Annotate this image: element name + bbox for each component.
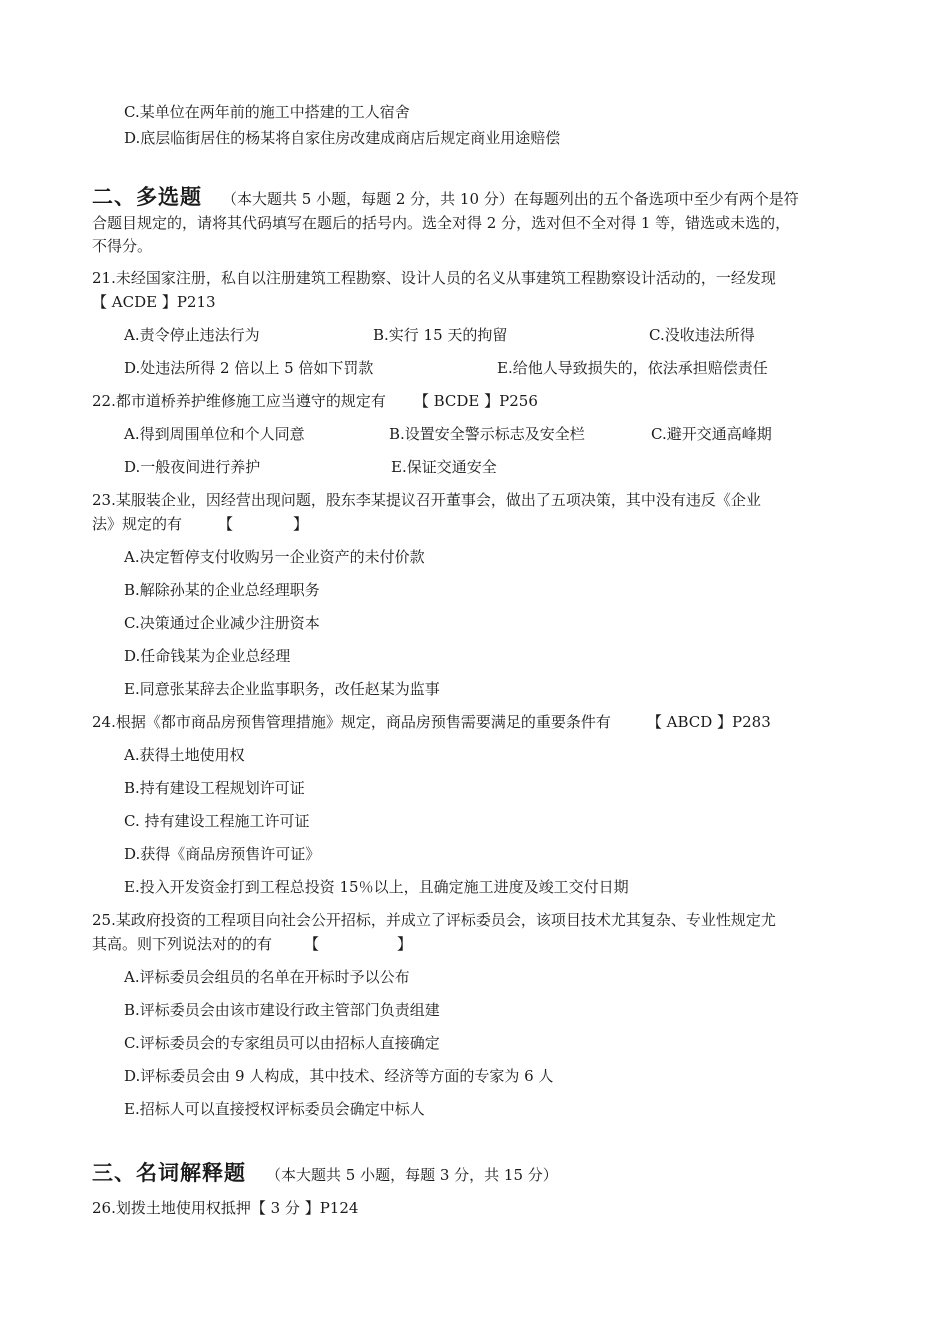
section-note-line: 合题目规定的，请将其代码填写在题后的括号内。选全对得 2 分，选对但不全对得 1 等，错选或未选的， <box>92 214 791 232</box>
bracket-close: 】 <box>397 935 413 953</box>
question-stem <box>92 712 771 732</box>
option-c: C.评标委员会的专家组员可以由招标人直接确定 <box>124 1034 440 1052</box>
option-a: A.得到周围单位和个人同意 <box>124 425 305 443</box>
question-answer: 【 BCDE 】P256 <box>413 392 538 410</box>
question-stem: 23.某服装企业，因经营出现问题，股东李某提议召开董事会，做出了五项决策，其中没有违反《企业 <box>92 491 761 509</box>
option-e: E.保证交通安全 <box>391 458 497 476</box>
question-stem: 25.某政府投资的工程项目向社会公开招标，并成立了评标委员会，该项目技术尤其复杂、专业性规定尤 <box>92 911 776 929</box>
option-a: A.决定暂停支付收购另一企业资产的未付价款 <box>124 548 425 566</box>
option-c: C.某单位在两年前的施工中搭建的工人宿舍 <box>124 103 410 121</box>
option-d: D.底层临街居住的杨某将自家住房改建成商店后规定商业用途赔偿 <box>124 129 561 147</box>
question-answer: 【 ABCD 】P283 <box>646 713 771 731</box>
option-a: A.获得土地使用权 <box>124 746 245 764</box>
option-e: E.同意张某辞去企业监事职务，改任赵某为监事 <box>124 680 440 698</box>
option-b: B.解除孙某的企业总经理职务 <box>124 581 320 599</box>
option-b: B.持有建设工程规划许可证 <box>124 779 305 797</box>
question-stem: 26.划拨土地使用权抵押【 3 分 】P124 <box>92 1199 359 1217</box>
option-e: E.招标人可以直接授权评标委员会确定中标人 <box>124 1100 425 1118</box>
section-heading-term-explanation <box>92 1160 558 1188</box>
option-c: C.没收违法所得 <box>649 326 755 344</box>
question-answer: 【 ACDE 】P213 <box>92 293 216 311</box>
option-b: B.实行 15 天的拘留 <box>373 326 508 344</box>
option-a: A.责令停止违法行为 <box>124 326 260 344</box>
question-stem: 21.未经国家注册，私自以注册建筑工程勘察、设计人员的名义从事建筑工程勘察设计活动的，一经发现 <box>92 269 776 287</box>
section-note: （本大题共 5 小题，每题 3 分，共 15 分） <box>266 1166 558 1184</box>
option-e: E.投入开发资金打到工程总投资 15％以上，且确定施工进度及竣工交付日期 <box>124 878 629 896</box>
section-note-line: 不得分。 <box>92 237 153 255</box>
option-d: D.处违法所得 2 倍以上 5 倍如下罚款 <box>124 359 374 377</box>
option-d: D.任命钱某为企业总经理 <box>124 647 291 665</box>
option-c: C.决策通过企业减少注册资本 <box>124 614 320 632</box>
option-b: B.评标委员会由该市建设行政主管部门负责组建 <box>124 1001 440 1019</box>
option-d: D.评标委员会由 9 人构成，其中技术、经济等方面的专家为 6 人 <box>124 1067 554 1085</box>
question-stem-text: 24.根据《都市商品房预售管理措施》规定，商品房预售需要满足的重要条件有 <box>92 713 611 731</box>
option-d: D.获得《商品房预售许可证》 <box>124 845 321 863</box>
section-title: 二、多选题 <box>92 184 202 209</box>
bracket-close: 】 <box>293 515 309 533</box>
question-stem <box>92 934 412 954</box>
section-note: （本大题共 5 小题，每题 2 分，共 10 分）在每题列出的五个备选项中至少有两个是符 <box>222 190 799 208</box>
question-stem-text: 其高。则下列说法对的的有 <box>92 935 273 953</box>
question-stem <box>92 514 308 534</box>
section-title: 三、名词解释题 <box>92 1160 246 1185</box>
option-c: C. 持有建设工程施工许可证 <box>124 812 310 830</box>
option-a: A.评标委员会组员的名单在开标时予以公布 <box>124 968 410 986</box>
option-e: E.给他人导致损失的，依法承担赔偿责任 <box>497 359 768 377</box>
question-stem-text: 22.都市道桥养护维修施工应当遵守的规定有 <box>92 392 386 410</box>
option-c: C.避开交通高峰期 <box>651 425 772 443</box>
question-stem <box>92 391 538 411</box>
option-d: D.一般夜间进行养护 <box>124 458 261 476</box>
bracket-open: 【 <box>304 935 320 953</box>
section-heading-multiple-choice <box>92 184 799 212</box>
bracket-open: 【 <box>218 515 234 533</box>
option-b: B.设置安全警示标志及安全栏 <box>389 425 585 443</box>
question-stem-text: 法》规定的有 <box>92 515 183 533</box>
